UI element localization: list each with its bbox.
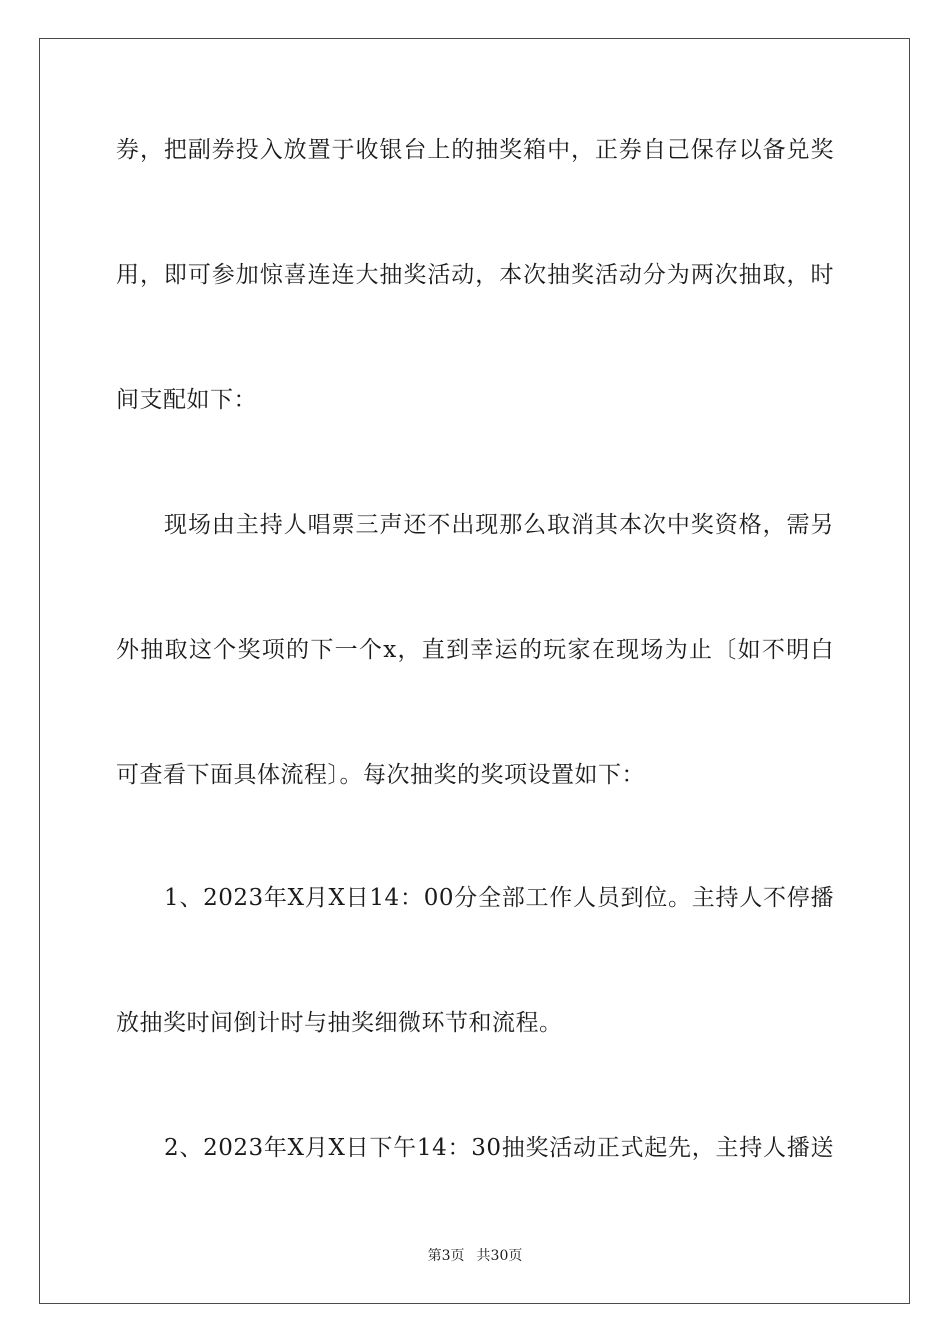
paragraph-line-5: 外抽取这个奖项的下一个x，直到幸运的玩家在现场为止〔如不明白 bbox=[116, 637, 834, 663]
paragraph-line-8: 放抽奖时间倒计时与抽奖细微环节和流程。 bbox=[116, 1010, 563, 1036]
paragraph-line-4: 现场由主持人唱票三声还不出现那么取消其本次中奖资格，需另 bbox=[164, 512, 834, 538]
page-footer bbox=[0, 1247, 950, 1265]
paragraph-line-1: 券，把副券投入放置于收银台上的抽奖箱中，正券自己保存以备兑奖 bbox=[116, 137, 834, 163]
paragraph-line-7: 1、2023年X月X日14：00分全部工作人员到位。主持人不停播 bbox=[164, 885, 834, 911]
paragraph-line-2: 用，即可参加惊喜连连大抽奖活动，本次抽奖活动分为两次抽取，时 bbox=[116, 262, 834, 288]
paragraph-line-3: 间支配如下： bbox=[116, 387, 257, 413]
page-border bbox=[39, 38, 910, 1304]
paragraph-line-6: 可查看下面具体流程〕。每次抽奖的奖项设置如下： bbox=[116, 762, 645, 788]
page-total: 共30页 bbox=[476, 1248, 523, 1264]
page-number: 第3页 bbox=[427, 1248, 465, 1264]
paragraph-line-9: 2、2023年X月X日下午14：30抽奖活动正式起先，主持人播送 bbox=[164, 1135, 834, 1161]
